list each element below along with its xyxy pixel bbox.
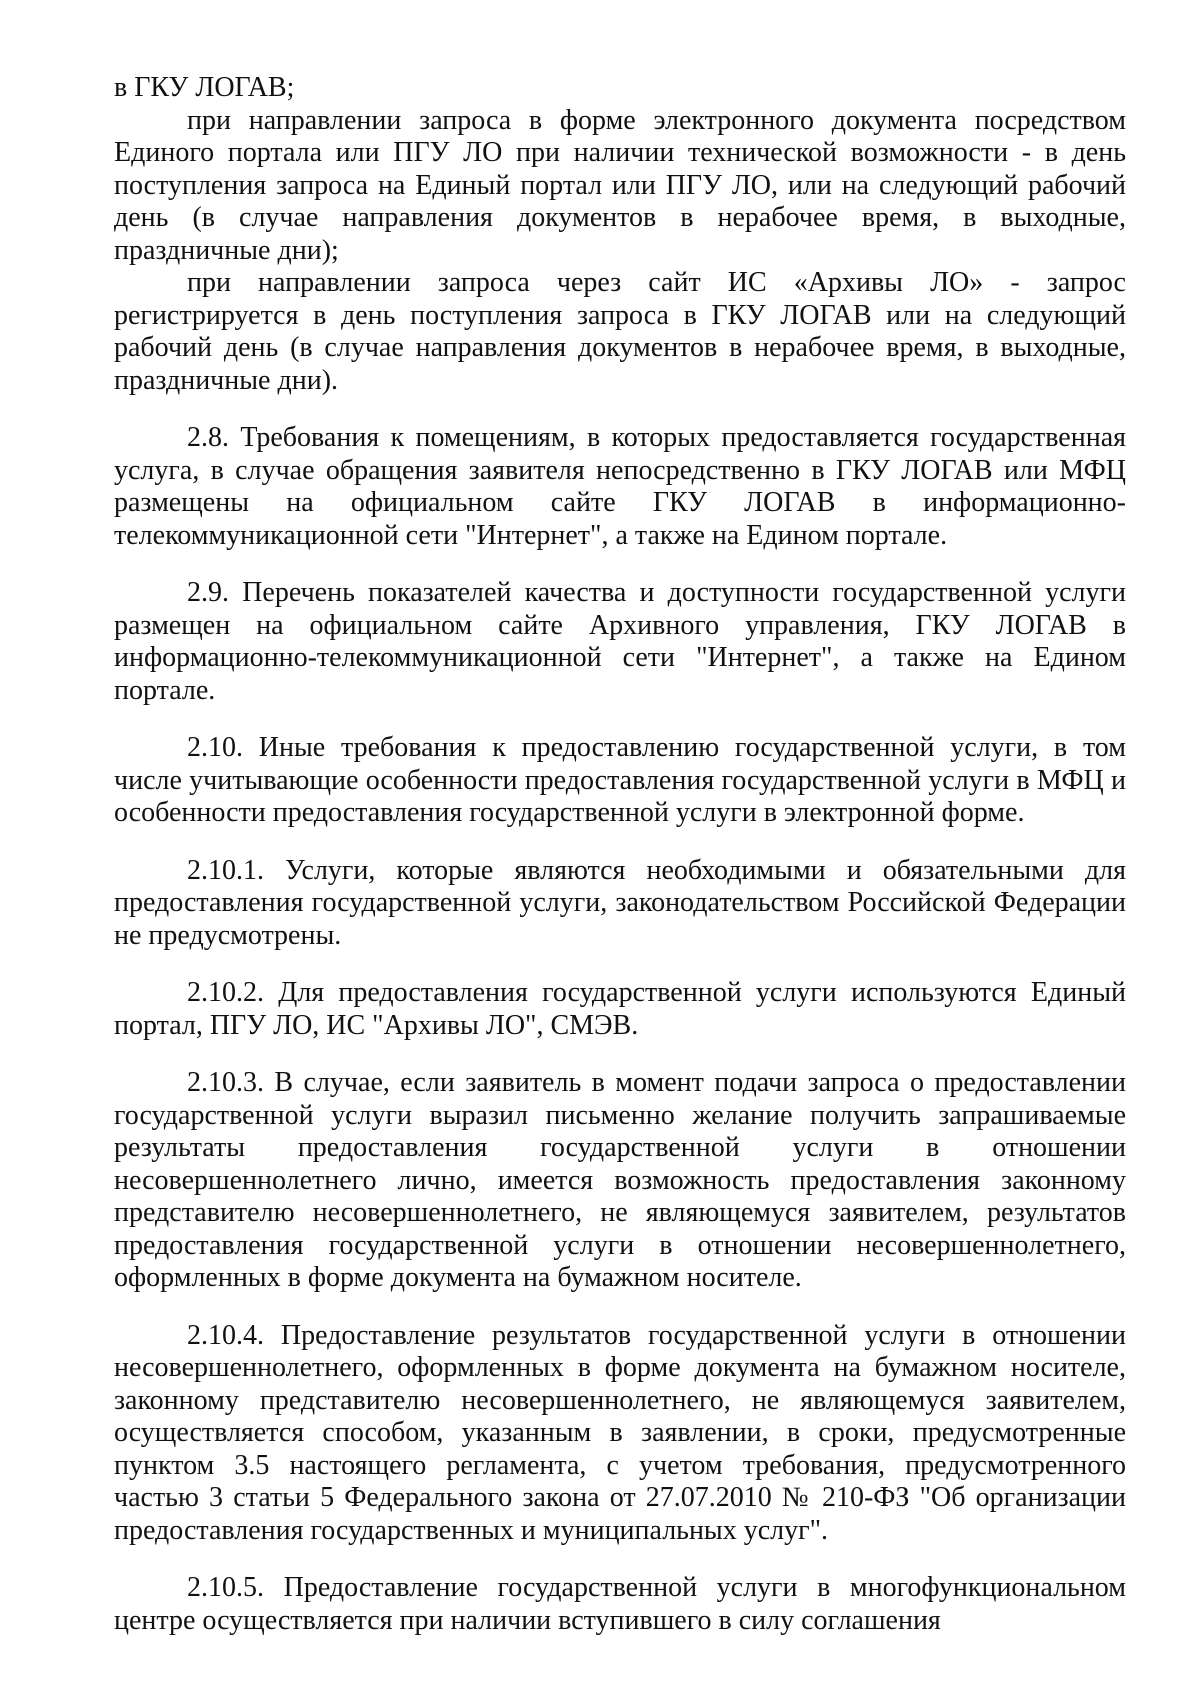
paragraph-2-10: 2.10. Иные требования к предоставлению государственной услуги, в том числе учитывающие особенности предоставления государственной услуги в МФЦ и особенности предоставления государственной услуги в электронной форме. [114,732,1126,828]
paragraph-2-10-5: 2.10.5. Предоставление государственной услуги в многофункциональном центре осуществляется при наличии вступившего в силу соглашения [114,1572,1126,1636]
paragraph-2-8: 2.8. Требования к помещениям, в которых предоставляется государственная услуга, в случае обращения заявителя непосредственно в ГКУ ЛОГАВ или МФЦ размещены на официальном сайте ГКУ ЛОГАВ в информационно-телекоммуникационной сети "Интернет", а также на Едином портале. [114,422,1126,551]
paragraph-electronic-request: при направлении запроса в форме электронного документа посредством Единого портала или ПГУ ЛО при наличии технической возможности - в день поступления запроса на Единый портал или ПГУ ЛО, или на следующий рабочий день (в случае направления документов в нерабочее время, в выходные, праздничные дни); [114,104,1126,266]
paragraph-archives-site-request: при направлении запроса через сайт ИС «Архивы ЛО» - запрос регистрируется в день поступления запроса в ГКУ ЛОГАВ или на следующий рабочий день (в случае направления документов в нерабочее время, в выходные, праздничные дни). [114,267,1126,396]
document-page [114,72,1126,1637]
paragraph-2-9: 2.9. Перечень показателей качества и доступности государственной услуги размещен на официальном сайте Архивного управления, ГКУ ЛОГАВ в информационно-телекоммуникационной сети "Интернет", а также на Едином портале. [114,577,1126,706]
lead-line: в ГКУ ЛОГАВ; [114,72,295,103]
paragraph-2-10-1: 2.10.1. Услуги, которые являются необходимыми и обязательными для предоставления государственной услуги, законодательством Российской Федерации не предусмотрены. [114,854,1126,951]
paragraph-2-10-3: 2.10.3. В случае, если заявитель в момент подачи запроса о предоставлении государственной услуги выразил письменно желание получить запрашиваемые результаты предоставления государственной услуги в отношении несовершеннолетнего лично, имеется возможность предоставления законному представителю несовершеннолетнего, не являющемуся заявителем, результатов предоставления государственной услуги в отношении несовершеннолетнего, оформленных в форме документа на бумажном носителе. [114,1067,1126,1293]
paragraph-2-10-4: 2.10.4. Предоставление результатов государственной услуги в отношении несовершеннолетнего, оформленных в форме документа на бумажном носителе, законному представителю несовершеннолетнего, не являющемуся заявителем, осуществляется способом, указанным в заявлении, в сроки, предусмотренные пунктом 3.5 настоящего регламента, с учетом требования, предусмотренного частью 3 статьи 5 Федерального закона от 27.07.2010 № 210-ФЗ "Об организации предоставления государственных и муниципальных услуг". [114,1319,1126,1546]
paragraph-2-10-2: 2.10.2. Для предоставления государственной услуги используются Единый портал, ПГУ ЛО, ИС "Архивы ЛО", СМЭВ. [114,977,1126,1041]
